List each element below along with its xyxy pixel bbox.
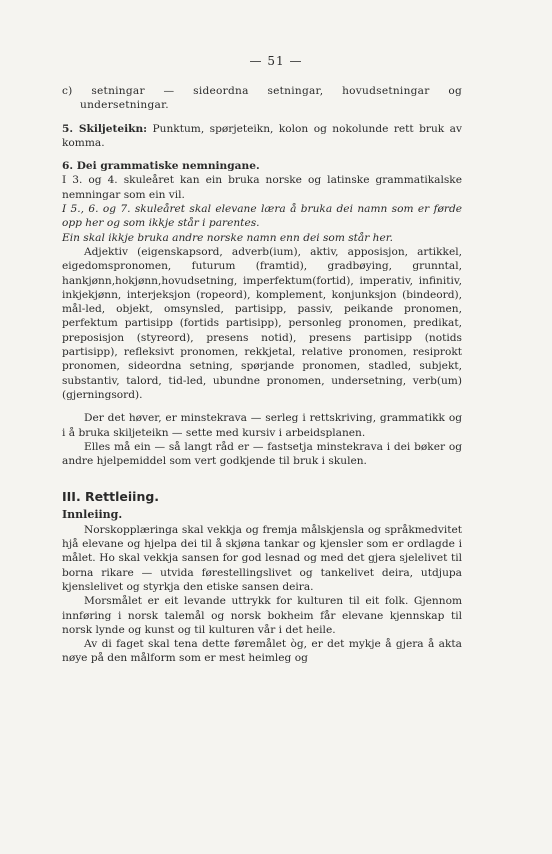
section-c-paragraph: c) setningar — sideordna setningar, hovudsetningar og undersetningar. [62, 85, 462, 112]
section-III-heading: III. Rettleiing. [62, 489, 160, 505]
section-6-paragraph-2: I 5., 6. og 7. skuleåret skal elevane læra å bruka dei namn som er førde opp her og som ikkje står i parentes. [62, 203, 462, 230]
page-number: — 51 — [249, 54, 303, 68]
introduction-paragraph-3: Av di faget skal tena dette føremålet òg, er det mykje å gjera å akta nøye på den målform som er mest heimleg og [62, 638, 462, 665]
section-6-paragraph-3: Ein skal ikkje bruka andre norske namn enn dei som står her. [62, 231, 394, 244]
grammatical-terms-list: Adjektiv (eigenskapsord, adverb(ium), aktiv, apposisjon, artikkel, eigedomspronomen, futurum (framtid), gradbøying, grunntal, hankjønn,hokjønn,hovudsetning, imperfektum(fortid), imperativ, infinitiv, inkjekjønn, interjeksjon (ropeord), komplement, konjunksjon (bindeord), mål-led, objekt, omsynsled, partisipp, passiv, peikande pronomen, perfektum partisipp (fortids partisipp), personleg pronomen, predikat, preposisjon (styreord), presens notid), presens partisipp (notids partisipp), refleksivt pronomen, rekkjetal, relative pronomen, resiprokt pronomen, sideordna setning, spørjande pronomen, stadled, subjekt, substantiv, talord, tid-led, ubundne pronomen, undersetning, verb(um) (gjerningsord). [62, 245, 462, 401]
section-6-paragraph-1: I 3. og 4. skuleåret kan ein bruka norske og latinske grammatikalske nemningar som ein vil. [62, 174, 462, 201]
section-6-paragraph-5: Elles må ein — så langt råd er — fastsetja minstekrava i dei bøker og andre hjelpemiddel som vert godkjende til bruk i skulen. [62, 440, 462, 468]
section-6-paragraph-4: Der det høver, er minstekrava — serleg i rettskriving, grammatikk og i å bruka skiljeteikn — sette med kursiv i arbeidsplanen. [62, 412, 462, 439]
section-5-heading: 5. Skiljeteikn: [62, 122, 148, 135]
section-5-paragraph [62, 122, 462, 151]
introduction-subheading: Innleiing. [62, 508, 123, 522]
introduction-paragraph-1: Norskopplæringa skal vekkja og fremja målskjensla og språkmedvitet hjå elevane og hjelpa dei til å skjøna tankar og kjensler som er ordlagde i målet. Ho skal vekkja sansen for god lesnad og med det gjera sjelelivet til borna rikare — utvida førestellingslivet og tankelivet deira, utdjupa kjenslelivet og styrkja den etiske sansen deira. [62, 523, 462, 593]
page-body [62, 84, 462, 666]
section-6-heading: 6. Dei grammatiske nemningane. [62, 160, 260, 173]
section-5-text: Punktum, spørjeteikn, kolon og nokolunde rett bruk av komma. [62, 122, 462, 149]
introduction-paragraph-2: Morsmålet er eit levande uttrykk for kulturen til eit folk. Gjennom innføring i norsk talemål og norsk bokheim får elevane kjennskap til norsk lynde og kunst og til kulturen vår i det heile. [62, 595, 462, 636]
